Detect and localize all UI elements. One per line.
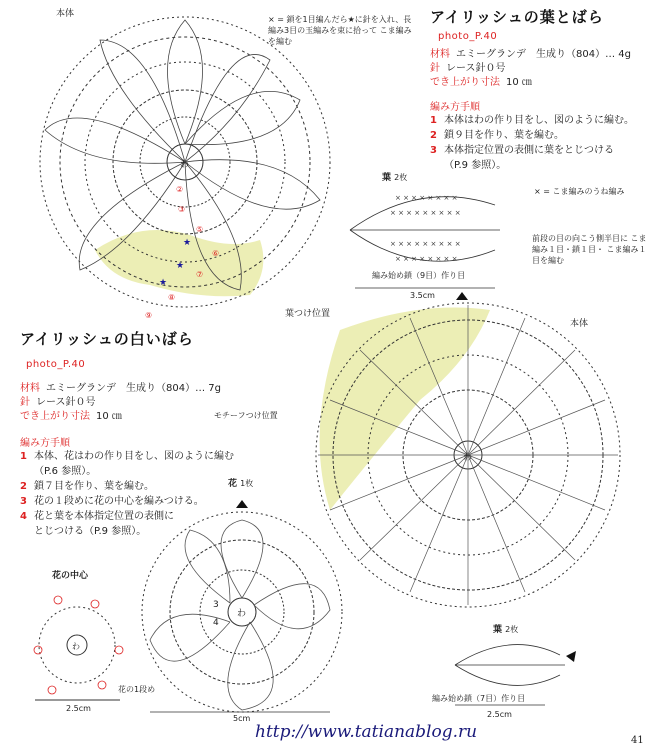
motif-position-label: モチーフつけ位置: [214, 411, 278, 420]
leaf-chain-note: 編み始め鎖（9目）作り目: [372, 271, 466, 280]
svg-text:⑦: ⑦: [196, 270, 204, 279]
svg-text:3: 3: [213, 600, 219, 610]
svg-text:⑨: ⑨: [145, 311, 153, 320]
white-rose-photo: photo_P.40: [26, 359, 86, 370]
step-row: （P.6 参照）。: [34, 466, 97, 477]
leaf-rose-materials: [430, 48, 652, 90]
material-row: でき上がり寸法 10 ㎝: [20, 411, 122, 422]
steps-heading: 編み方手順: [20, 438, 70, 449]
white-rose-steps: [20, 449, 285, 539]
leaf-size: 3.5cm: [410, 291, 435, 300]
top-left-doily: [40, 17, 330, 320]
svg-text:× × × × × × × ×: × × × × × × × ×: [395, 194, 458, 202]
steps-heading: 編み方手順: [430, 102, 480, 113]
watermark: http://www.tatianablog.ru: [255, 722, 478, 742]
leaf2-chain-note: 編み始め鎖（7目）作り目: [432, 694, 526, 703]
material-row: 針 レース針０号: [430, 63, 506, 74]
svg-text:★: ★: [183, 238, 192, 248]
svg-text:わ: わ: [180, 160, 190, 170]
svg-text:⑥: ⑥: [212, 249, 220, 258]
svg-text:わ: わ: [237, 609, 247, 619]
material-row: 針 レース針０号: [20, 397, 96, 408]
bottom-size: 5cm: [233, 714, 251, 723]
right-body-label: 本体: [570, 319, 589, 329]
step-row: （P.9 参照）。: [444, 160, 507, 171]
svg-text:わ: わ: [463, 453, 473, 463]
svg-text:⑧: ⑧: [168, 293, 176, 302]
material-row: でき上がり寸法 10 ㎝: [430, 77, 532, 88]
step-row: 3 本体指定位置の表側に葉をとじつける: [430, 145, 614, 156]
flower-row-label: 花の1段め: [118, 685, 156, 694]
leaf-rose-block: [430, 6, 652, 173]
material-row: 材料 エミーグランデ 生成り（804）… 7g: [20, 383, 221, 394]
leaf-rose-photo: photo_P.40: [438, 31, 498, 42]
svg-text:4: 4: [213, 618, 219, 628]
legend-note: × = 鎖を1目編んだら★に針を入れ、長編み3目の玉編みを束に拾って こま編みを編む: [268, 15, 412, 46]
leaf2-label: 葉 2枚: [493, 625, 519, 635]
svg-text:③: ③: [178, 205, 186, 214]
step-row: 2 鎖７目を作り、葉を編む。: [20, 481, 154, 492]
legend-1: × = こま編みのうね編み: [534, 187, 625, 196]
leaf-rose-steps: [430, 113, 652, 173]
white-rose-block: [20, 328, 285, 539]
flower-center-label: 花の中心: [52, 571, 89, 581]
step-row: 3 花の１段めに花の中心を編みつける。: [20, 496, 204, 507]
white-rose-title: アイリッシュの白いばら: [20, 330, 194, 348]
step-row: 1 本体はわの作り目をし、図のように編む。: [430, 115, 634, 126]
step-row: 2 鎖９目を作り、葉を編む。: [430, 130, 564, 141]
legend-2: 前段の目の向こう側半目に こま編み１目・鎖１目・ こま編み１目を編む: [532, 234, 647, 265]
step-row: 1 本体、花はわの作り目をし、図のように編む: [20, 451, 234, 462]
svg-text:★: ★: [159, 278, 168, 288]
top-body-label: 本体: [56, 9, 75, 19]
svg-text:× × × × × × × ×: × × × × × × × ×: [395, 255, 458, 263]
svg-text:★: ★: [176, 261, 185, 271]
leaf-rose-title: アイリッシュの葉とばら: [430, 8, 604, 26]
right-doily: [316, 292, 620, 607]
leaf-attach-label: 葉つけ位置: [285, 309, 331, 319]
leaf2-size: 2.5cm: [487, 710, 512, 719]
svg-text:× × × × × × × × ×: × × × × × × × × ×: [390, 209, 461, 217]
svg-text:× × × × × × × × ×: × × × × × × × × ×: [390, 240, 461, 248]
svg-text:②: ②: [176, 185, 184, 194]
svg-text:わ: わ: [72, 642, 80, 651]
flower-center-size: 2.5cm: [66, 704, 91, 713]
step-row: 4 花と葉を本体指定位置の表側に: [20, 511, 174, 522]
material-row: 材料 エミーグランデ 生成り（804）… 4g: [430, 49, 631, 60]
flower-label: 花 1枚: [228, 479, 254, 489]
leaf-label: 葉 2枚: [382, 173, 408, 183]
step-row: とじつける（P.9 参照）。: [34, 526, 147, 537]
svg-text:⑤: ⑤: [196, 225, 204, 234]
flower-center-chart: [34, 596, 123, 700]
page-number: 41: [631, 735, 644, 746]
